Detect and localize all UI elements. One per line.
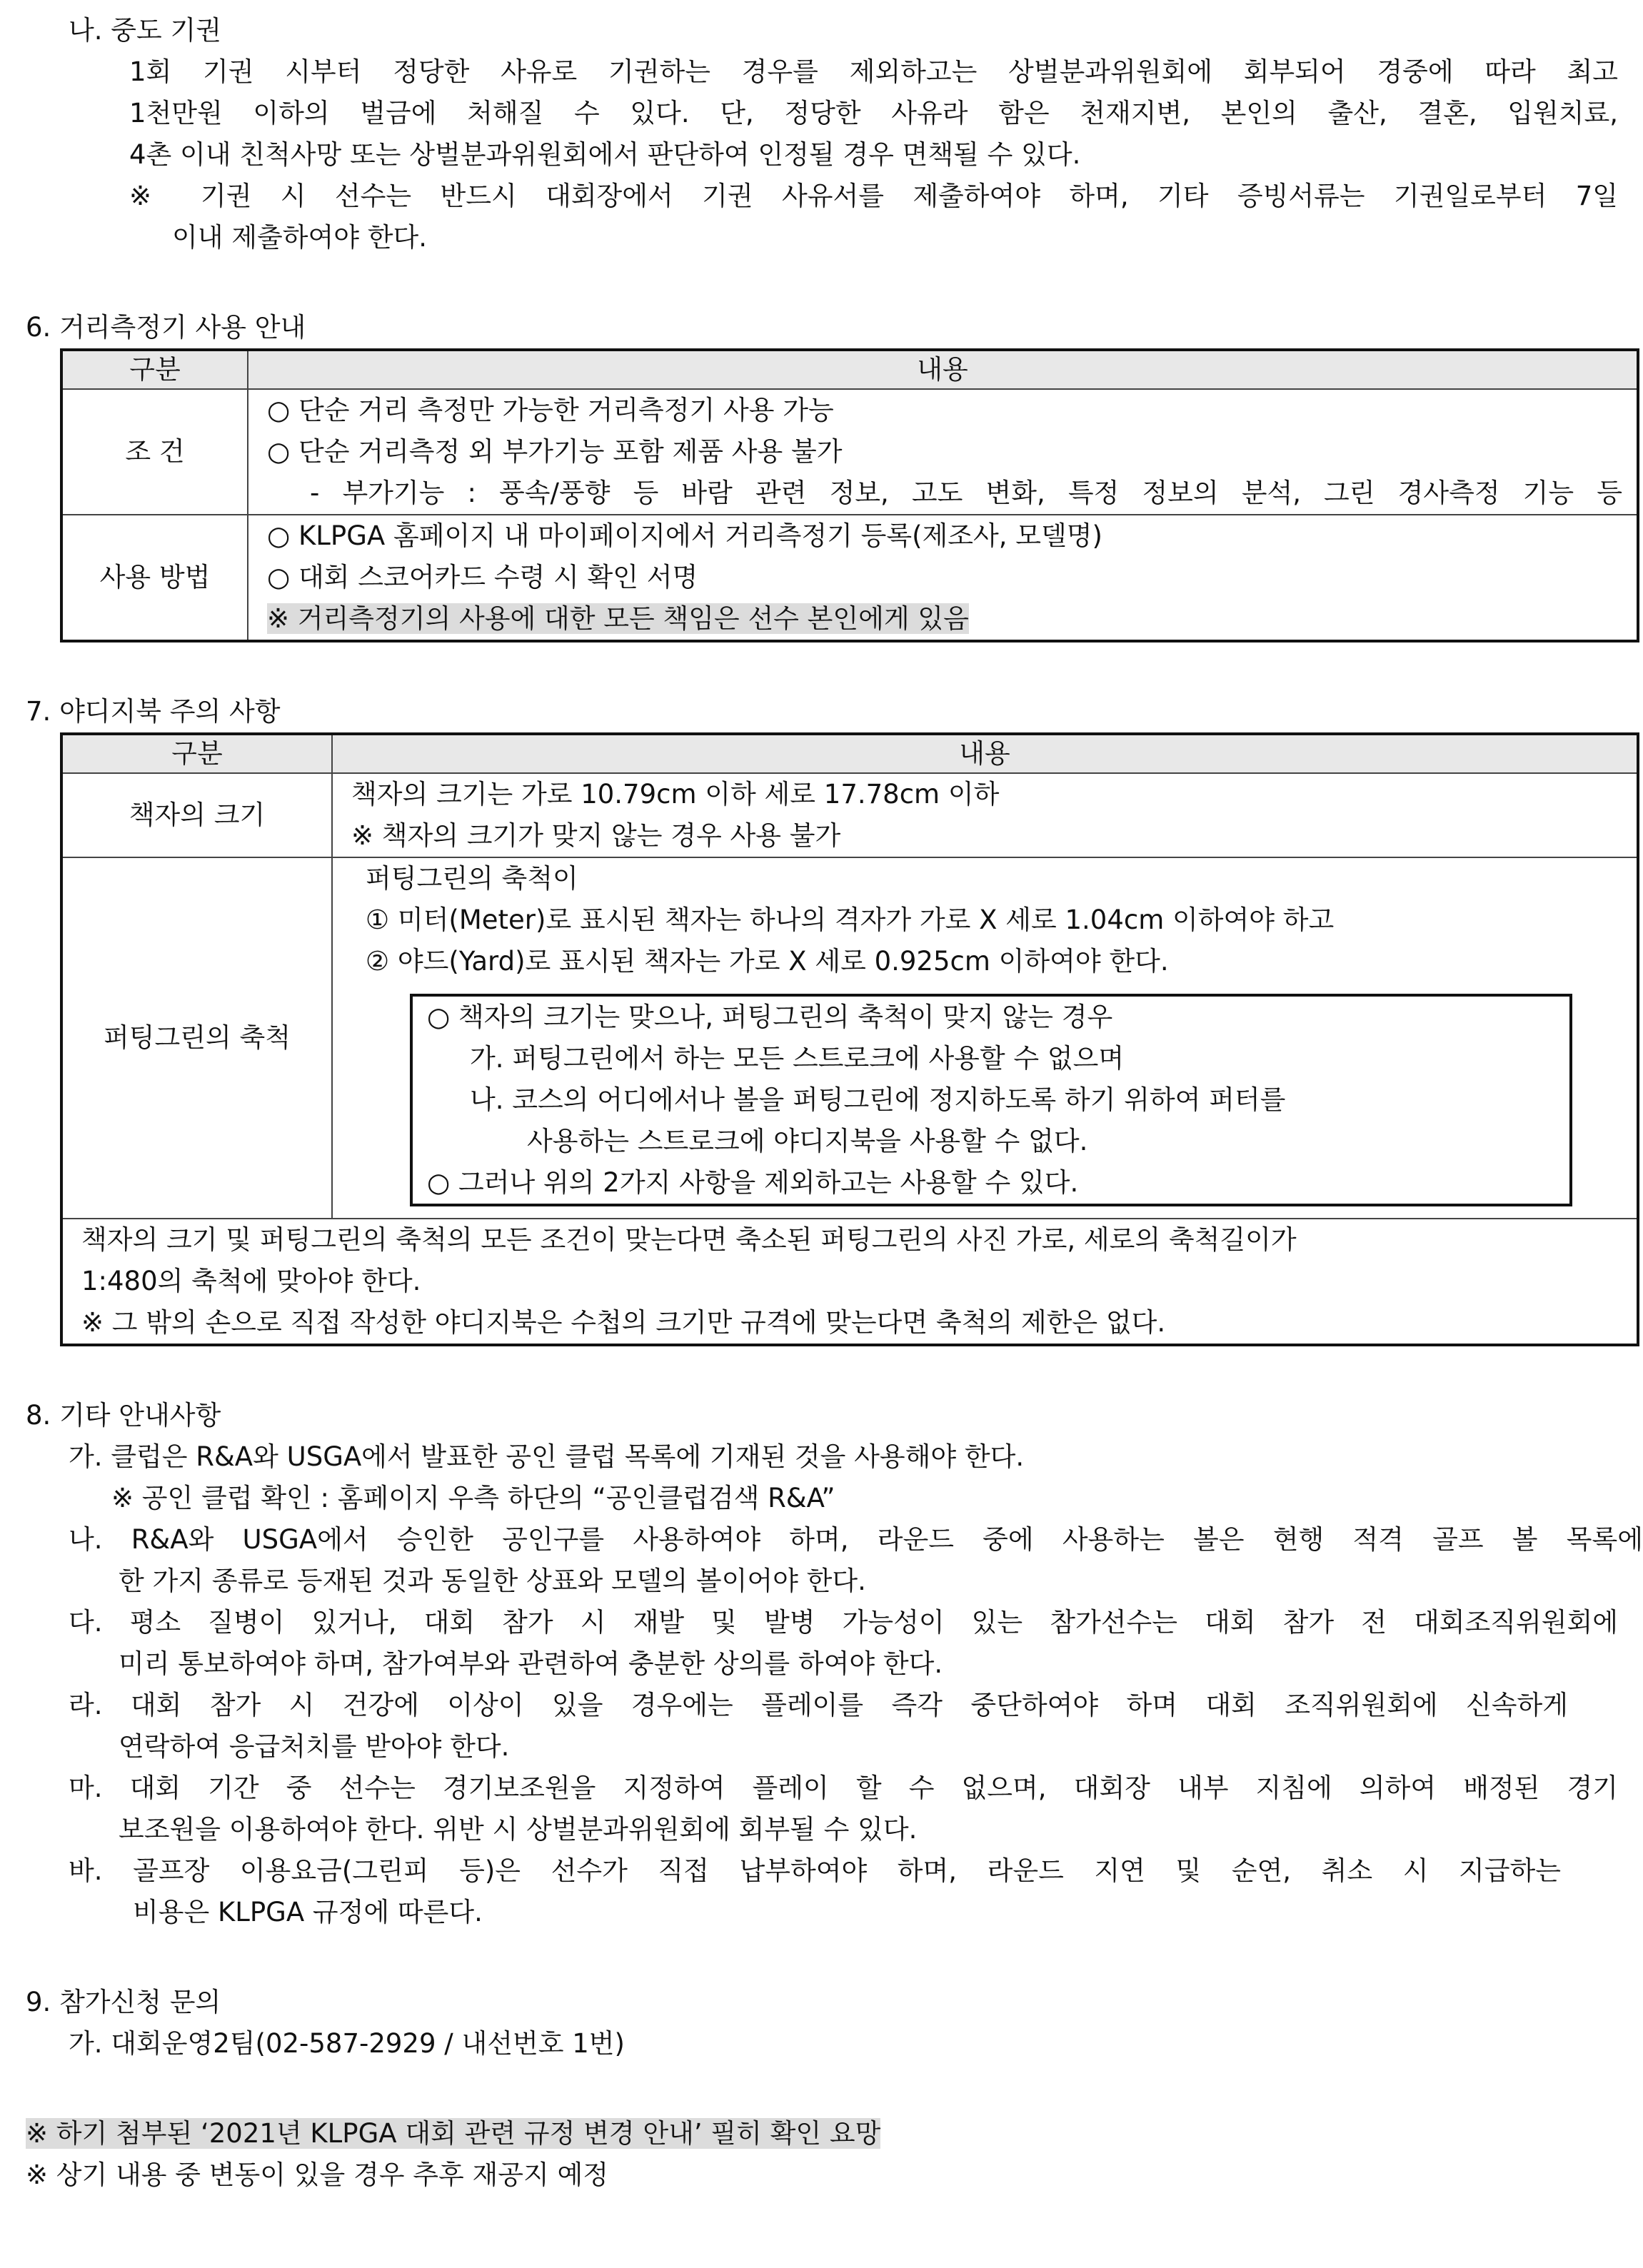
- rangefinder-table: [60, 348, 1639, 642]
- list-item: 가. 클럽은 R&A와 USGA에서 발표한 공인 클럽 목록에 기재된 것을 사용해야 한다.: [69, 1441, 1025, 1472]
- list-item-cont: 한 가지 종류로 등재된 것과 동일한 상표와 모델의 볼이어야 한다.: [119, 1566, 866, 1596]
- content-line: 책자의 크기 및 퍼팅그린의 축척의 모든 조건이 맞는다면 축소된 퍼팅그린의 사진 가로, 세로의 축척길이가: [81, 1224, 1297, 1255]
- row-content: [332, 857, 1638, 1219]
- table-header-row: [61, 734, 1638, 773]
- paragraph-line: 1천만원 이하의 벌금에 처해질 수 있다. 단, 정당한 사유라 함은 천재지변, 본인의 출산, 결혼, 입원치료,: [129, 98, 1618, 128]
- content-line: 책자의 크기는 가로 10.79cm 이하 세로 17.78cm 이하: [351, 779, 1000, 810]
- content-line: ○ KLPGA 홈페이지 내 마이페이지에서 거리측정기 등록(제조사, 모델명): [267, 520, 1102, 551]
- content-line: - 부가기능 : 풍속/풍향 등 바람 관련 정보, 고도 변화, 특정 정보의 분석, 그린 경사측정 기능 등: [310, 478, 1622, 508]
- row-label: 조 건: [61, 389, 248, 515]
- section-title: 6. 거리측정기 사용 안내: [26, 312, 306, 343]
- list-item: 나. R&A와 USGA에서 승인한 공인구를 사용하여야 하며, 라운드 중에 사용하는 볼은 현행 적격 골프 볼 목록에: [69, 1524, 1643, 1555]
- row-content: [248, 389, 1638, 515]
- box-line: 사용하는 스트로크에 야디지북을 사용할 수 없다.: [527, 1126, 1088, 1156]
- list-item: 바. 골프장 이용요금(그린피 등)은 선수가 직접 납부하여야 하며, 라운드 지연 및 순연, 취소 시 지급하는: [69, 1855, 1561, 1886]
- list-item: 다. 평소 질병이 있거나, 대회 참가 시 재발 및 발병 가능성이 있는 참가선수는 대회 참가 전 대회조직위원회에: [69, 1607, 1618, 1638]
- section-subtitle: 나. 중도 기권: [69, 15, 221, 46]
- list-item-cont: 미리 통보하여야 하며, 참가여부와 관련하여 충분한 상의를 하여야 한다.: [119, 1648, 943, 1679]
- paragraph-line: 1회 기권 시부터 정당한 사유로 기권하는 경우를 제외하고는 상벌분과위원회에 회부되어 경중에 따라 최고: [129, 56, 1618, 87]
- highlighted-note: ※ 하기 첨부된 ‘2021년 KLPGA 대회 관련 규정 변경 안내’ 필히 확인 요망: [26, 2118, 881, 2149]
- content-line: ○ 대회 스코어카드 수령 시 확인 서명: [267, 562, 698, 593]
- list-item: 라. 대회 참가 시 건강에 이상이 있을 경우에는 플레이를 즉각 중단하여야 하며 대회 조직위원회에 신속하게: [69, 1690, 1568, 1720]
- section-title: 9. 참가신청 문의: [26, 1987, 221, 2017]
- section-title: 8. 기타 안내사항: [26, 1400, 221, 1431]
- content-line: 퍼팅그린의 축척이: [366, 863, 578, 894]
- table-header-cell: 내용: [248, 350, 1638, 389]
- content-line: ※ 책자의 크기가 맞지 않는 경우 사용 불가: [351, 820, 841, 851]
- table-header-row: [61, 350, 1638, 389]
- content-line: 1:480의 축척에 맞아야 한다.: [81, 1266, 421, 1296]
- table-header-cell: 구분: [61, 350, 248, 389]
- box-line: ○ 책자의 크기는 맞으나, 퍼팅그린의 축척이 맞지 않는 경우: [427, 1002, 1113, 1032]
- yardage-book-table: [60, 732, 1639, 1346]
- document-page: [26, 10, 1643, 2196]
- box-line: 나. 코스의 어디에서나 볼을 퍼팅그린에 정지하도록 하기 위하여 퍼터를: [470, 1084, 1286, 1115]
- box-line: ○ 그러나 위의 2가지 사항을 제외하고는 사용할 수 있다.: [427, 1167, 1079, 1198]
- box-line: 가. 퍼팅그린에서 하는 모든 스트로크에 사용할 수 없으며: [470, 1043, 1125, 1074]
- list-item-cont: 연락하여 응급처치를 받아야 한다.: [119, 1731, 510, 1762]
- table-row: [61, 773, 1638, 857]
- list-item-cont: 보조원을 이용하여야 한다. 위반 시 상벌분과위원회에 회부될 수 있다.: [119, 1814, 918, 1845]
- section-title: 7. 야디지북 주의 사항: [26, 696, 281, 727]
- row-label: 책자의 크기: [61, 773, 332, 857]
- content-line: ○ 단순 거리측정 외 부가기능 포함 제품 사용 불가: [267, 436, 843, 467]
- scale-exception-box: [410, 994, 1572, 1206]
- table-row: [61, 389, 1638, 515]
- contact-line: 가. 대회운영2팀(02-587-2929 / 내선번호 1번): [69, 2028, 625, 2059]
- footer-content: [61, 1219, 1638, 1345]
- table-row: [61, 1219, 1638, 1345]
- list-item: 마. 대회 기간 중 선수는 경기보조원을 지정하여 플레이 할 수 없으며, 대회장 내부 지침에 의하여 배정된 경기: [69, 1773, 1618, 1803]
- content-line: ① 미터(Meter)로 표시된 책자는 하나의 격자가 가로 X 세로 1.04cm 이하여야 하고: [366, 904, 1335, 935]
- list-item-cont: 비용은 KLPGA 규정에 따른다.: [133, 1897, 483, 1927]
- content-line: ○ 단순 거리 측정만 가능한 거리측정기 사용 가능: [267, 395, 834, 425]
- row-label: 퍼팅그린의 축척: [61, 857, 332, 1219]
- note-line: 이내 제출하여야 한다.: [172, 222, 427, 253]
- content-line: ② 야드(Yard)로 표시된 책자는 가로 X 세로 0.925cm 이하여야 한다.: [366, 946, 1169, 977]
- row-content: [248, 515, 1638, 641]
- table-header-cell: 구분: [61, 734, 332, 773]
- paragraph-line: 4촌 이내 친척사망 또는 상벌분과위원회에서 판단하여 인정될 경우 면책될 수 있다.: [129, 139, 1081, 170]
- table-row: [61, 857, 1638, 1219]
- highlighted-note: ※ 거리측정기의 사용에 대한 모든 책임은 선수 본인에게 있음: [267, 603, 969, 634]
- table-header-cell: 내용: [332, 734, 1638, 773]
- list-item-note: ※ 공인 클럽 확인 : 홈페이지 우측 하단의 “공인클럽검색 R&A”: [111, 1483, 835, 1513]
- note-line: ※ 기권 시 선수는 반드시 대회장에서 기권 사유서를 제출하여야 하며, 기타 증빙서류는 기권일로부터 7일: [129, 181, 1618, 211]
- table-row: [61, 515, 1638, 641]
- row-label: 사용 방법: [61, 515, 248, 641]
- row-content: [332, 773, 1638, 857]
- closing-note: ※ 상기 내용 중 변동이 있을 경우 추후 재공지 예정: [26, 2159, 608, 2190]
- content-line: ※ 그 밖의 손으로 직접 작성한 야디지북은 수첩의 크기만 규격에 맞는다면 축척의 제한은 없다.: [81, 1307, 1166, 1338]
